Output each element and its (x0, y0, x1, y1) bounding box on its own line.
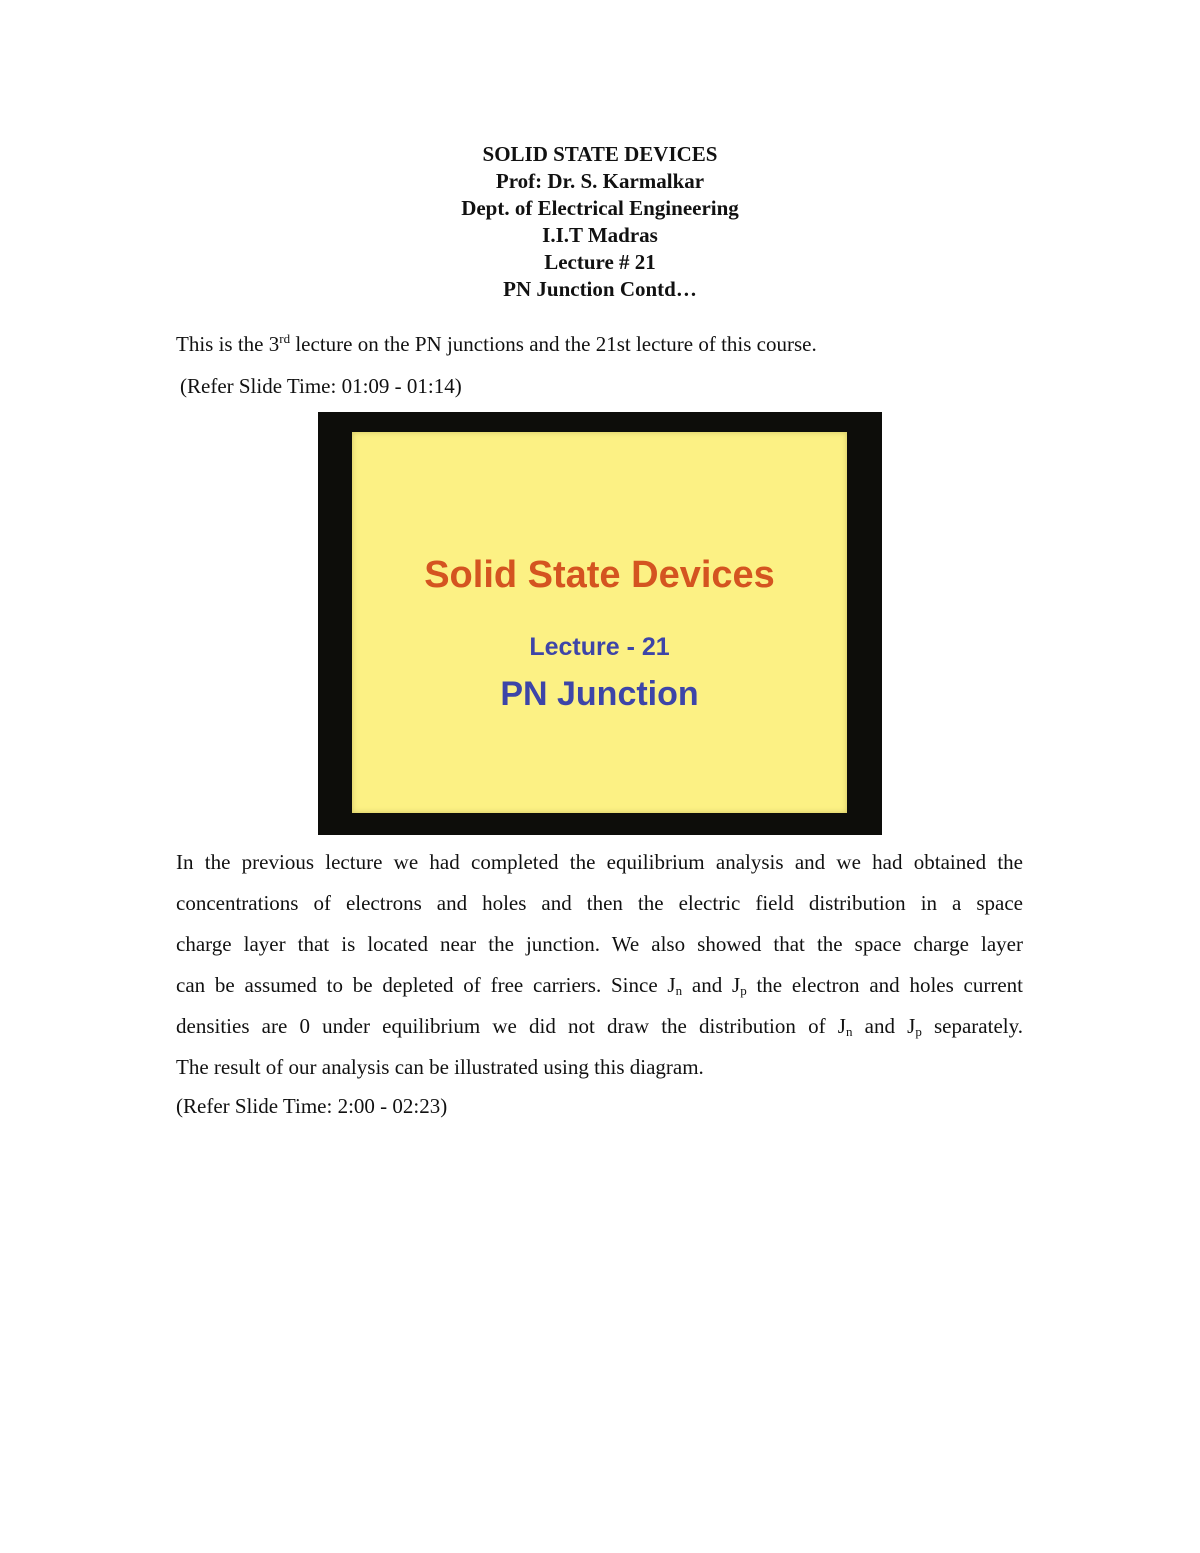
paragraph-line: charge layer that is located near the junction. We also showed that the space charge layer (176, 932, 1023, 956)
text-run: and J (682, 973, 741, 997)
institute: I.I.T Madras (542, 223, 658, 247)
intro-text-start: This is the 3 (176, 332, 280, 356)
lecture-topic: PN Junction Contd… (503, 277, 697, 301)
paragraph-line (176, 1010, 1023, 1051)
subscript-n: n (675, 983, 683, 998)
text-run: separately. (921, 1014, 1024, 1038)
paragraph-line (176, 969, 1023, 1010)
subscript-p: p (915, 1024, 922, 1039)
paragraph-line: The result of our analysis can be illustrated using this diagram. (176, 1055, 704, 1079)
refer-slide-time-1: (Refer Slide Time: 01:09 - 01:14) (180, 374, 462, 398)
text-run: can be assumed to be depleted of free carriers. Since J (176, 973, 676, 997)
intro-text-end: lecture on the PN junctions and the 21st lecture of this course. (290, 332, 817, 356)
lecture-number: Lecture # 21 (544, 250, 656, 274)
intro-superscript: rd (279, 331, 291, 346)
refer-slide-time-2: (Refer Slide Time: 2:00 - 02:23) (176, 1094, 448, 1118)
text-run: the electron and holes current (746, 973, 1024, 997)
intro-sentence (176, 330, 817, 358)
text-run: densities are 0 under equilibrium we did not draw the distribution of J (176, 1014, 846, 1038)
slide-title: Solid State Devices (424, 554, 775, 596)
slide-lecture: Lecture - 21 (529, 633, 670, 661)
professor-name: Prof: Dr. S. Karmalkar (495, 169, 705, 193)
slide-topic: PN Junction (500, 675, 699, 713)
paragraph-line: In the previous lecture we had completed the equilibrium analysis and we had obtained the (176, 850, 1023, 874)
body-paragraph (176, 846, 1023, 1092)
slide-image (318, 412, 882, 835)
department: Dept. of Electrical Engineering (461, 196, 739, 220)
subscript-p: p (740, 983, 747, 998)
paragraph-line: concentrations of electrons and holes and then the electric field distribution in a space (176, 891, 1023, 915)
slide-screen (352, 432, 847, 813)
subscript-n: n (845, 1024, 853, 1039)
document-header (0, 141, 1200, 303)
text-run: and J (852, 1014, 916, 1038)
course-title: SOLID STATE DEVICES (482, 142, 718, 166)
